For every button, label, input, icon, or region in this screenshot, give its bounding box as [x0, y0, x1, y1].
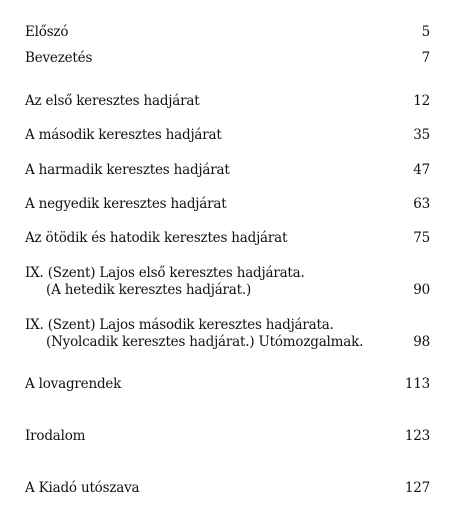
toc-entry-literature — [25, 428, 430, 445]
toc-entry-louis-second-crusade — [25, 317, 430, 351]
toc-entry-page: 75 — [413, 230, 430, 246]
toc-entry-fifth-sixth-crusade — [25, 230, 430, 247]
toc-entry-page: 98 — [413, 334, 430, 350]
toc-entry-title: A Kiadó utószava — [25, 480, 140, 496]
toc-entry-eloszo — [25, 24, 430, 41]
toc-entry-page: 123 — [404, 428, 430, 444]
toc-entry-title: A negyedik keresztes hadjárat — [25, 196, 227, 212]
toc-entry-page: 127 — [404, 480, 430, 496]
toc-entry-title: A harmadik keresztes hadjárat — [25, 162, 230, 178]
toc-entry-page: 47 — [413, 162, 430, 178]
toc-entry-page: 7 — [421, 50, 430, 66]
toc-entry-fourth-crusade — [25, 196, 430, 213]
toc-entry-title: A második keresztes hadjárat — [25, 127, 222, 143]
toc-entry-title: Előszó — [25, 24, 69, 40]
toc-entry-title: Az ötödik és hatodik keresztes hadjárat — [25, 230, 288, 246]
toc-entry-second-crusade — [25, 127, 430, 144]
toc-entry-title — [25, 317, 365, 351]
toc-entry-title-line: IX. (Szent) Lajos első keresztes hadjárata. — [25, 265, 305, 281]
toc-entry-title — [25, 265, 365, 299]
toc-entry-publisher-afterword — [25, 480, 430, 497]
toc-entry-third-crusade — [25, 162, 430, 179]
toc-entry-title: Irodalom — [25, 428, 86, 444]
toc-entry-bevezetes — [25, 50, 430, 67]
toc-entry-title: Bevezetés — [25, 50, 93, 66]
toc-entry-subtitle: (Nyolcadik keresztes hadjárat.) Utómozgalmak. — [46, 334, 364, 350]
toc-entry-subtitle: (A hetedik keresztes hadjárat.) — [46, 282, 252, 298]
toc-entry-first-crusade — [25, 93, 430, 110]
toc-entry-page: 113 — [404, 376, 430, 392]
toc-entry-page: 12 — [413, 93, 430, 109]
toc-entry-page: 5 — [421, 24, 430, 40]
toc-entry-louis-first-crusade — [25, 265, 430, 299]
toc-entry-title-line: IX. (Szent) Lajos második keresztes hadjárata. — [25, 317, 334, 333]
toc-entry-page: 63 — [413, 196, 430, 212]
toc-entry-title: A lovagrendek — [25, 376, 122, 392]
toc-entry-knightly-orders — [25, 376, 430, 393]
toc-entry-title: Az első keresztes hadjárat — [25, 93, 200, 109]
toc-entry-page: 35 — [413, 127, 430, 143]
toc-entry-page: 90 — [413, 282, 430, 298]
